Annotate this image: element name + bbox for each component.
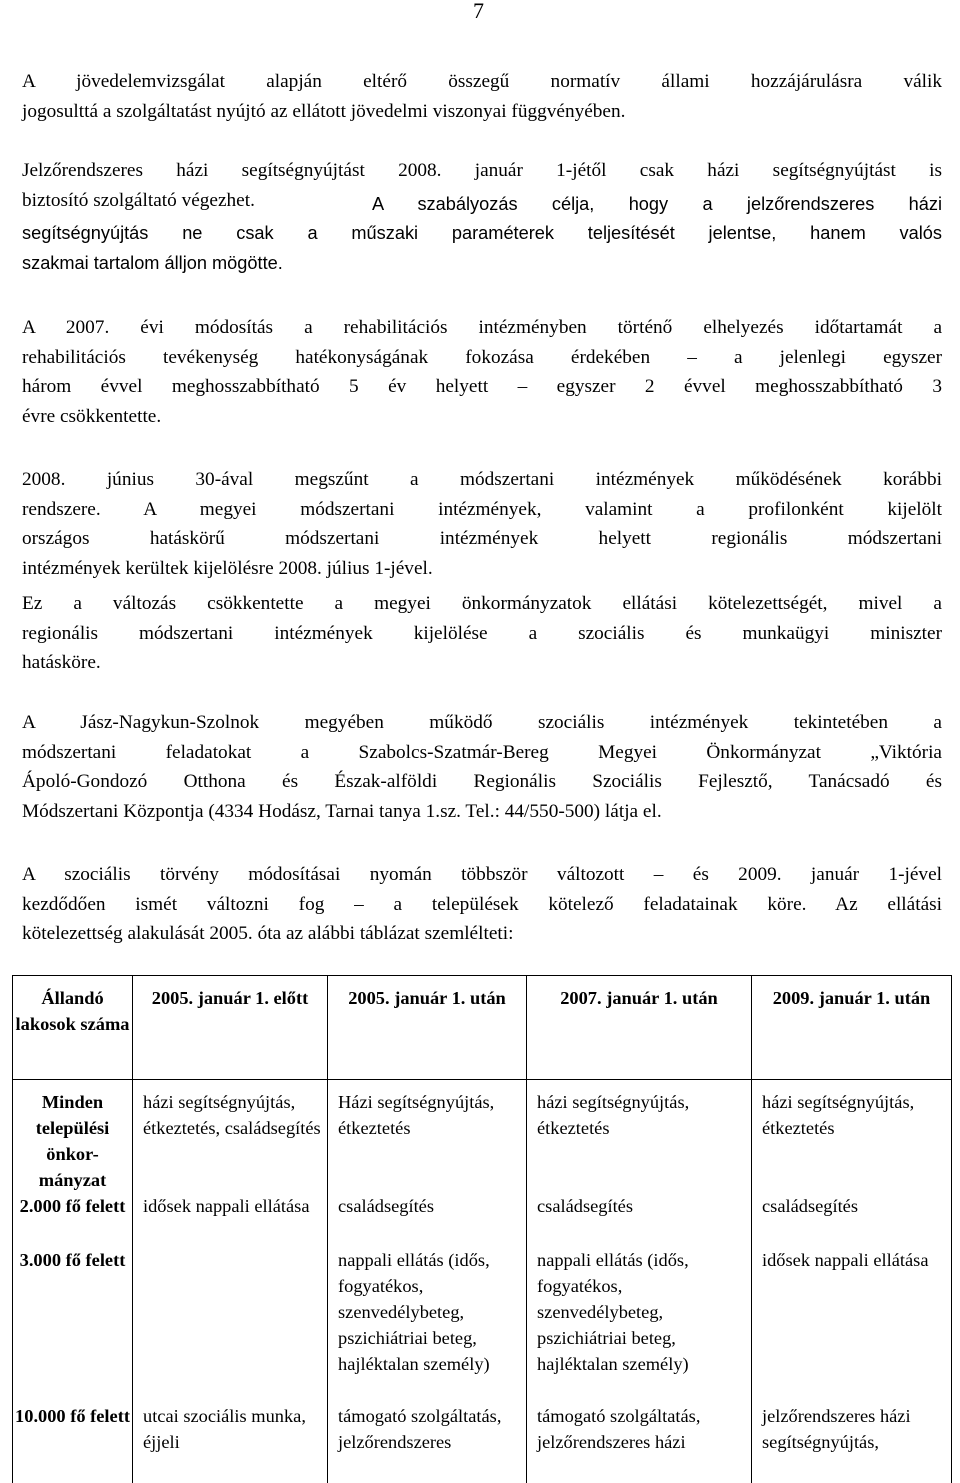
text-line: kezdődően ismét változni fog – a települések kötelező feladatainak köre. Az ellátási — [22, 893, 942, 915]
header-2005-after: 2005. január 1. után — [328, 976, 527, 1080]
text-line: biztosító szolgáltató végezhet. — [22, 189, 255, 211]
text-line: A jövedelemvizsgálat alapján eltérő összegű normatív állami hozzájárulásra válik — [22, 71, 942, 92]
table-cell: házi segítségnyújtás, étkeztetés — [752, 1080, 952, 1194]
row-label: 10.000 fő felett — [13, 1403, 133, 1483]
table-cell: családsegítés — [328, 1193, 527, 1247]
text-line: A Jász-Nagykun-Szolnok megyében működő szociális intézmények tekintetében a — [22, 712, 942, 733]
text-line: szakmai tartalom álljon mögötte. — [22, 252, 283, 273]
text-line: módszertani feladatokat a Szabolcs-Szatmár-Bereg Megyei Önkormányzat „Viktória — [22, 741, 942, 763]
table-header-row — [13, 976, 952, 1080]
paragraph-rehabilitation — [22, 313, 942, 431]
obligations-table — [12, 975, 952, 1483]
paragraph-methodology-2008 — [22, 465, 942, 583]
table-cell: utcai szociális munka, éjjeli — [133, 1403, 328, 1483]
table-cell: nappali ellátás (idős, fogyatékos, szenvedélybeteg, pszichiátriai beteg, hajléktalan személy) — [328, 1247, 527, 1403]
paragraph-regulation-goal-cont — [22, 219, 942, 278]
table-cell: Házi segítségnyújtás, étkeztetés — [328, 1080, 527, 1194]
text-line: Ápoló-Gondozó Otthona és Észak-alföldi Regionális Szociális Fejlesztő, Tanácsadó és — [22, 771, 942, 792]
paragraph-regulation-goal — [372, 190, 942, 220]
header-population: Állandó lakosok száma — [13, 976, 133, 1080]
page-number: 7 — [473, 0, 484, 23]
paragraph-jasz-nagykun — [22, 708, 942, 826]
paragraph-county-obligation — [22, 589, 942, 678]
table-cell: támogató szolgáltatás, jelzőrendszeres — [328, 1403, 527, 1483]
table-cell: családsegítés — [752, 1193, 952, 1247]
text-line: A szabályozás célja, hogy a jelzőrendszeres házi — [372, 194, 942, 214]
text-line: rehabilitációs tevékenység hatékonyságának fokozása érdekében – a jelenlegi egyszer — [22, 346, 942, 368]
text-line: A szociális törvény módosításai nyomán többször változott – és 2009. január 1-jével — [22, 864, 942, 885]
table-row — [13, 1247, 952, 1403]
paragraph-income-test — [22, 67, 942, 126]
header-2007-after: 2007. január 1. után — [527, 976, 752, 1080]
text-line: 2008. június 30-ával megszűnt a módszertani intézmények működésének korábbi — [22, 469, 942, 490]
row-label: Minden települési önkor-mányzat — [13, 1080, 133, 1194]
header-2009-after: 2009. január 1. után — [752, 976, 952, 1080]
table-cell: nappali ellátás (idős, fogyatékos, szenvedélybeteg, pszichiátriai beteg, hajléktalan személy) — [527, 1247, 752, 1403]
table-cell: támogató szolgáltatás, jelzőrendszeres házi — [527, 1403, 752, 1483]
table-row — [13, 1193, 952, 1247]
row-label: 2.000 fő felett — [13, 1193, 133, 1247]
text-line: rendszere. A megyei módszertani intézmények, valamint a profilonként kijelölt — [22, 498, 942, 520]
table-row — [13, 1403, 952, 1483]
text-line: országos hatáskörű módszertani intézmények helyett regionális módszertani — [22, 528, 942, 549]
table-cell: idősek nappali ellátása — [752, 1247, 952, 1403]
text-line: A 2007. évi módosítás a rehabilitációs intézményben történő elhelyezés időtartamát a — [22, 317, 942, 338]
text-line: évre csökkentette. — [22, 405, 162, 427]
table-cell: idősek nappali ellátása — [133, 1193, 328, 1247]
text-line: segítségnyújtás ne csak a műszaki paraméterek teljesítését jelentse, hanem valós — [22, 223, 942, 243]
text-line: intézmények kerültek kijelölésre 2008. július 1-jével. — [22, 557, 433, 579]
text-line: kötelezettség alakulását 2005. óta az alábbi táblázat szemlélteti: — [22, 923, 514, 944]
text-line: Ez a változás csökkentette a megyei önkormányzatok ellátási kötelezettségét, mivel a — [22, 593, 942, 614]
table-cell — [133, 1247, 328, 1403]
table-cell: házi segítségnyújtás, étkeztetés — [527, 1080, 752, 1194]
table-cell: házi segítségnyújtás, étkeztetés, családsegítés — [133, 1080, 328, 1194]
table-row — [13, 1080, 952, 1194]
table-cell: jelzőrendszeres házi segítségnyújtás, — [752, 1403, 952, 1483]
paragraph-table-intro — [22, 860, 942, 949]
header-2005-before: 2005. január 1. előtt — [133, 976, 328, 1080]
text-line: jogosulttá a szolgáltatást nyújtó az ellátott jövedelmi viszonyai függvényében. — [22, 100, 626, 122]
text-line: hatásköre. — [22, 652, 101, 673]
text-line: regionális módszertani intézmények kijelölése a szociális és munkaügyi miniszter — [22, 622, 942, 644]
text-line: három évvel meghosszabbítható 5 év helyett – egyszer 2 évvel meghosszabbítható 3 — [22, 376, 942, 397]
row-label: 3.000 fő felett — [13, 1247, 133, 1403]
text-line: Jelzőrendszeres házi segítségnyújtást 2008. január 1-jétől csak házi segítségnyújtást is — [22, 160, 942, 181]
text-line: Módszertani Központja (4334 Hodász, Tarnai tanya 1.sz. Tel.: 44/550-500) látja el. — [22, 800, 662, 822]
table-cell: családsegítés — [527, 1193, 752, 1247]
